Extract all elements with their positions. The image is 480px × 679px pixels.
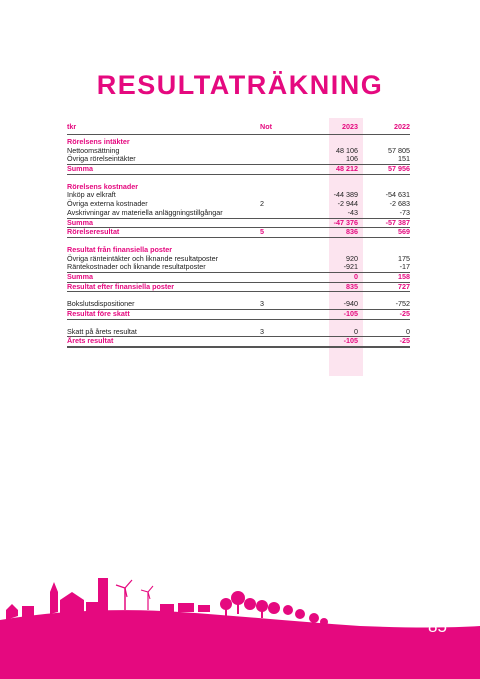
operating-result-row: Rörelseresultat 5 836 569 bbox=[67, 227, 410, 237]
table-row: Nettoomsättning 48 106 57 805 bbox=[67, 145, 410, 155]
result-before-tax-row: Resultat före skatt -105 -25 bbox=[67, 309, 410, 318]
table-row: Övriga externa kostnader 2 -2 944 -2 683 bbox=[67, 199, 410, 209]
table-row: Övriga rörelseintäkter 106 151 bbox=[67, 154, 410, 164]
header-unit: tkr bbox=[67, 122, 77, 131]
table-row: Bokslutsdispositioner 3 -940 -752 bbox=[67, 299, 410, 309]
income-statement-table bbox=[67, 120, 410, 348]
net-result-row: Årets resultat -105 -25 bbox=[67, 336, 410, 348]
summary-row: Summa 0 158 bbox=[67, 271, 410, 281]
header-note: Not bbox=[260, 122, 272, 131]
result-after-financial-row: Resultat efter finansiella poster 835 727 bbox=[67, 281, 410, 291]
summary-row: Summa -47 376 -57 387 bbox=[67, 217, 410, 227]
section-heading: Rörelsens intäkter bbox=[67, 137, 130, 146]
header-2023: 2023 bbox=[342, 122, 358, 131]
table-row: Inköp av elkraft -44 389 -54 631 bbox=[67, 190, 410, 200]
section-heading: Resultat från finansiella poster bbox=[67, 244, 173, 254]
summary-row: Summa 48 212 57 956 bbox=[67, 164, 410, 174]
table-row: Övriga ränteintäkter och liknande resultatposter 920 175 bbox=[67, 253, 410, 263]
header-2022: 2022 bbox=[394, 122, 410, 131]
table-row: Skatt på årets resultat 3 0 0 bbox=[67, 326, 410, 336]
page-title: RESULTATRÄKNING bbox=[96, 70, 384, 100]
town-skyline-illustration bbox=[0, 570, 480, 679]
table-row: Räntekostnader och liknande resultatposter -921 -17 bbox=[67, 262, 410, 272]
table-row: Avskrivningar av materiella anläggningstillgångar -43 -73 bbox=[67, 207, 410, 217]
table-header bbox=[67, 120, 410, 135]
section-heading: Rörelsens kostnader bbox=[67, 181, 139, 191]
page-number: 85 bbox=[428, 617, 447, 636]
